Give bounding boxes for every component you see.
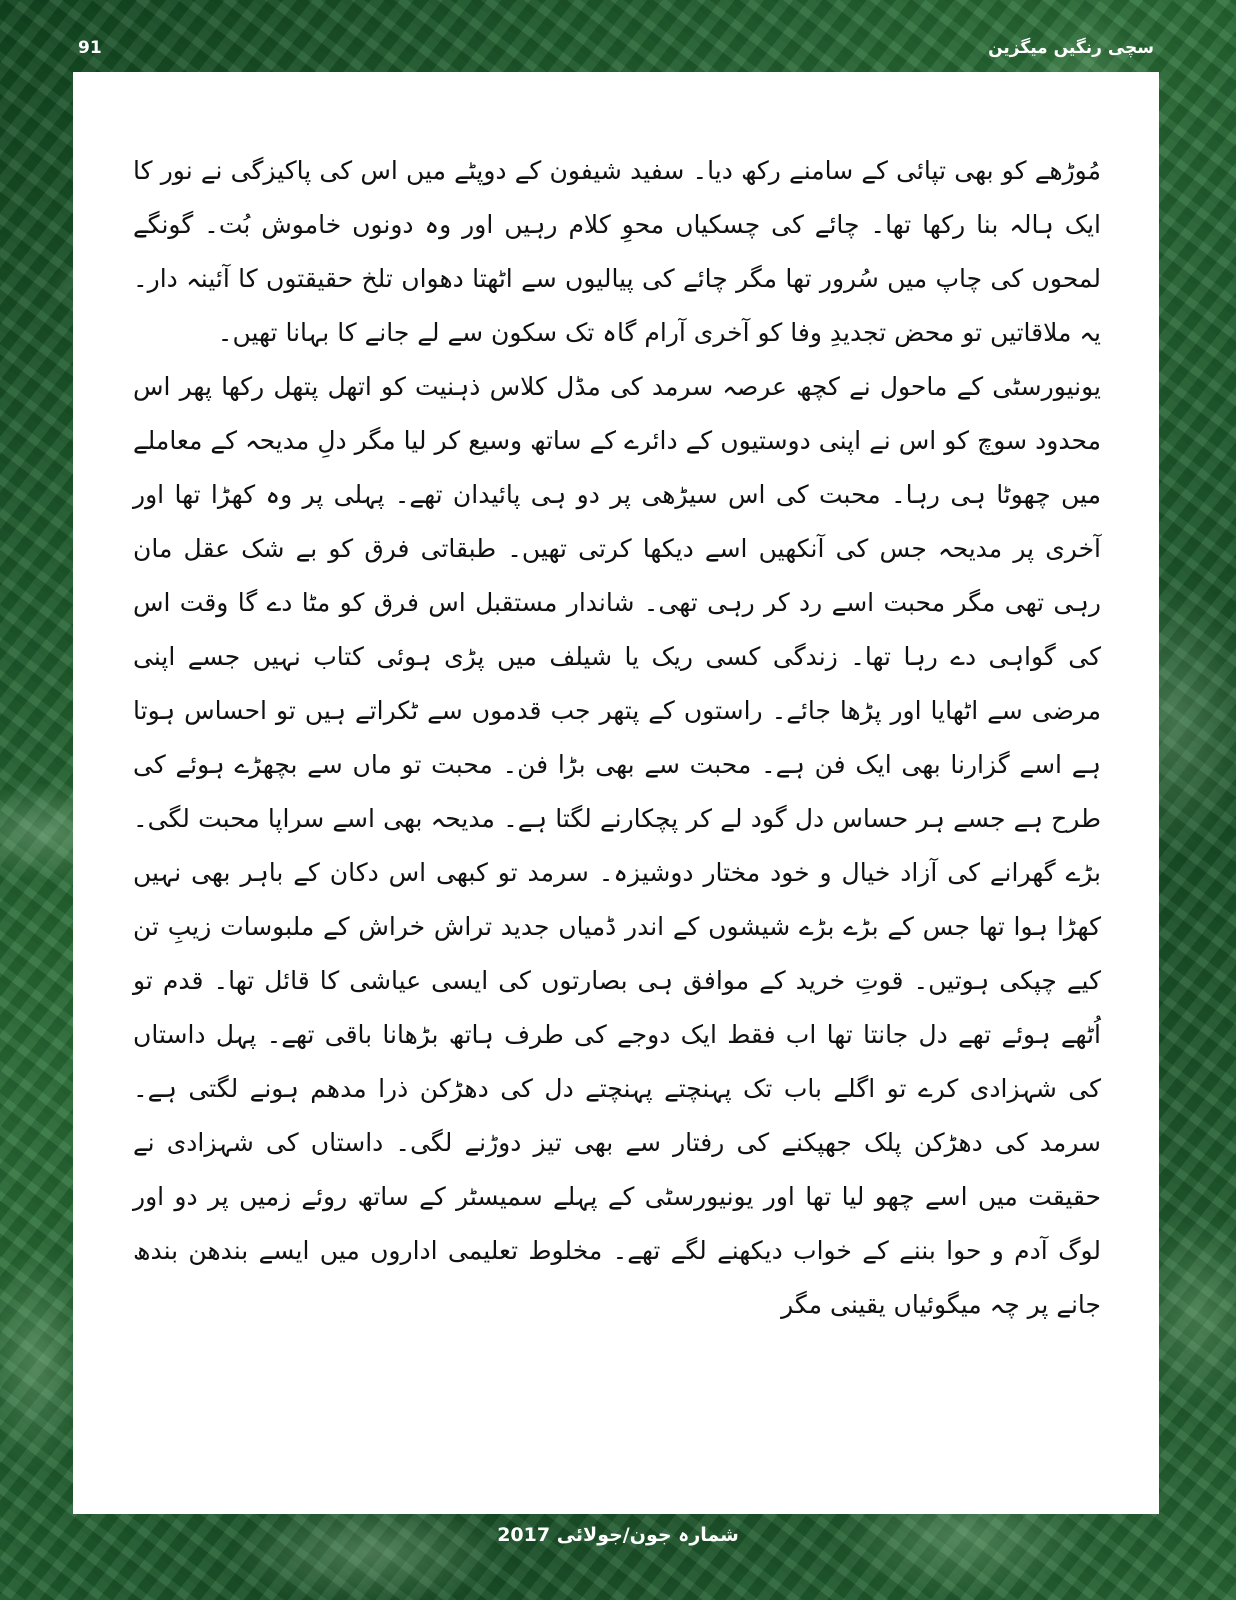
content-panel <box>73 72 1159 1514</box>
article-body <box>133 144 1101 1332</box>
page-number: 91 <box>78 38 102 58</box>
article-paragraph-1: مُوڑھے کو بھی تپائی کے سامنے رکھ دیا۔ سفید شیفون کے دوپٹے میں اس کی پاکیزگی نے نور کا ایک ہالہ بنا رکھا تھا۔ چائے کی چسکیاں محوِ کلام رہیں اور وہ دونوں خاموش بُت۔ گونگے لمحوں کی چاپ میں سُرور تھا مگر چائے کی پیالیوں سے اٹھتا دھواں تلخ حقیقتوں کا آئینہ دار۔ یہ ملاقاتیں تو محض تجدیدِ وفا کو آخری آرام گاہ تک سکون سے لے جانے کا بہانا تھیں۔ <box>133 156 1101 347</box>
article-paragraph-2: یونیورسٹی کے ماحول نے کچھ عرصہ سرمد کی مڈل کلاس ذہنیت کو اتھل پتھل رکھا پھر اس محدود سوچ کو اس نے اپنی دوستیوں کے دائرے کے ساتھ وسیع کر لیا مگر دلِ مدیحہ کے معاملے میں چھوٹا ہی رہا۔ محبت کی اس سیڑھی پر دو ہی پائیدان تھے۔ پہلی پر وہ کھڑا تھا اور آخری پر مدیحہ جس کی آنکھیں اسے دیکھا کرتی تھیں۔ طبقاتی فرق کو بے شک عقل مان رہی تھی مگر محبت اسے رد کر رہی تھی۔ شاندار مستقبل اس فرق کو مٹا دے گا وقت اس کی گواہی دے رہا تھا۔ زندگی کسی ریک یا شیلف میں پڑی ہوئی کتاب نہیں جسے اپنی مرضی سے اٹھایا اور پڑھا جائے۔ راستوں کے پتھر جب قدموں سے ٹکراتے ہیں تو احساس ہوتا ہے اسے گزارنا بھی ایک فن ہے۔ محبت سے بھی بڑا فن۔ محبت تو ماں سے بچھڑے ہوئے کی طرح ہے جسے ہر حساس دل گود لے کر پچکارنے لگتا ہے۔ مدیحہ بھی اسے سراپا محبت لگی۔ بڑے گھرانے کی آزاد خیال و خود مختار دوشیزہ۔ سرمد تو کبھی اس دکان کے باہر بھی نہیں کھڑا ہوا تھا جس کے بڑے بڑے شیشوں کے اندر ڈمیاں جدید تراش خراش کے ملبوسات زیبِ تن کیے چپکی ہوتیں۔ قوتِ خرید کے موافق ہی بصارتوں کی ایسی عیاشی کا قائل تھا۔ قدم تو اُٹھے ہوئے تھے دل جانتا تھا اب فقط ایک دوجے کی طرف ہاتھ بڑھانا باقی تھے۔ پہل داستاں کی شہزادی کرے تو اگلے باب تک پہنچتے پہنچتے دل کی دھڑکن ذرا مدھم ہونے لگتی ہے۔ سرمد کی دھڑکن پلک جھپکنے کی رفتار سے بھی تیز دوڑنے لگی۔ داستاں کی شہزادی نے حقیقت میں اسے چھو لیا تھا اور یونیورسٹی کے پہلے سمیسٹر کے ساتھ روئے زمیں پر دو اور لوگ آدم و حوا بننے کے خواب دیکھنے لگے تھے۔ مخلوط تعلیمی اداروں میں ایسے بندھن بندھ جانے پر چہ میگوئیاں یقینی مگر <box>133 372 1101 1319</box>
issue-footer: شمارہ جون/جولائی 2017 <box>497 1524 739 1546</box>
magazine-title: سچی رنگیں میگزین <box>988 38 1154 58</box>
